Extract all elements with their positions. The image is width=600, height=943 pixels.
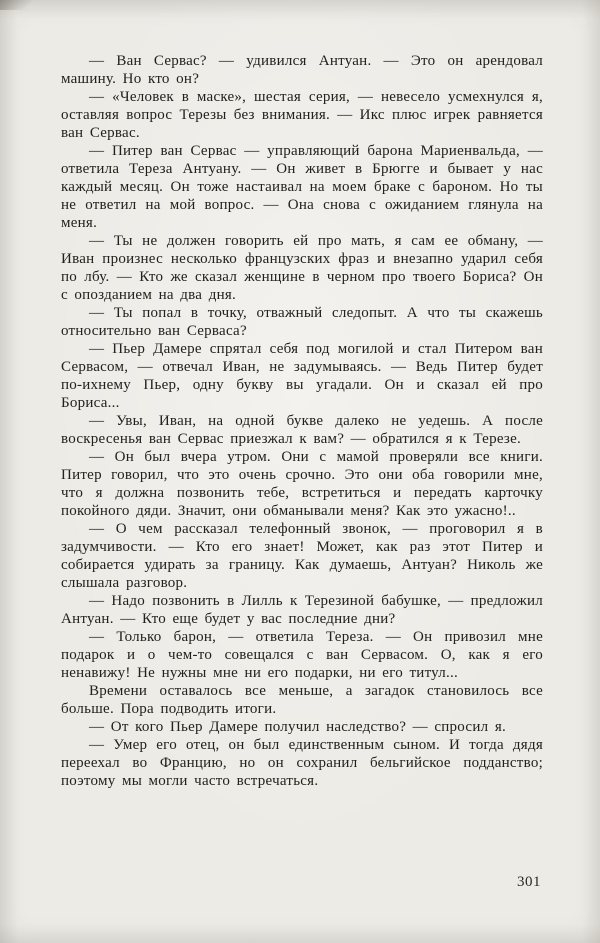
scan-corner-shadow — [0, 0, 40, 10]
paragraph: — Ты не должен говорить ей про мать, я сам ее обману, — Иван произнес несколько французских фраз и внезапно ударил себя по лбу. — Кто же сказал женщине в черном про твоего Бориса? Он с опозданием на два дня. — [61, 233, 543, 303]
paragraph: — Умер его отец, он был единственным сыном. И тогда дядя переехал во Францию, но он сохранил бельгийское подданство; поэтому мы могли часто встречаться. — [61, 737, 543, 789]
paragraph: — Он был вчера утром. Они с мамой проверяли все книги. Питер говорил, что это очень срочно. Это они оба говорили мне, что я должна позвонить тебе, встретиться и передать карточку покойного дяди. Значит, они обманывали меня? Как это ужасно!.. — [61, 449, 543, 519]
paragraph: — От кого Пьер Дамере получил наследство? — спросил я. — [89, 719, 506, 735]
page-number: 301 — [517, 874, 541, 890]
paragraph: — Пьер Дамере спрятал себя под могилой и стал Питером ван Сервасом, — отвечал Иван, не задумываясь. — Ведь Питер будет по-ихнему Пьер, одну букву вы угадали. Он и сказал ей про Бориса... — [61, 341, 543, 411]
paragraph: — Ты попал в точку, отважный следопыт. А что ты скажешь относительно ван Серваса? — [61, 305, 543, 339]
paragraph: — Надо позвонить в Лилль к Терезиной бабушке, — предложил Антуан. — Кто еще будет у вас последние дни? — [61, 593, 543, 627]
paragraph: — Питер ван Сервас — управляющий барона Мариенвальда, — ответила Тереза Антуану. — Он живет в Брюгге и бывает у нас каждый месяц. Он тоже настаивал на моем браке с бароном. Но ты не ответил на мой вопрос. — Она снова с ожиданием глянула на меня. — [61, 143, 543, 231]
paragraph: — Увы, Иван, на одной букве далеко не уедешь. А после воскресенья ван Сервас приезжал к вам? — обратился я к Терезе. — [61, 413, 543, 447]
paragraph: Времени оставалось все меньше, а загадок становилось все больше. Пора подводить итоги. — [61, 683, 543, 717]
paragraph: — Ван Сервас? — удивился Антуан. — Это он арендовал машину. Но кто он? — [61, 53, 543, 87]
paragraph: — Только барон, — ответила Тереза. — Он привозил мне подарок и о чем-то совещался с ван Сервасом. О, как я его ненавижу! Не нужны мне ни его подарки, ни его титул... — [61, 629, 543, 681]
paragraph: — «Человек в маске», шестая серия, — невесело усмехнулся я, оставляя вопрос Терезы без внимания. — Икс плюс игрек равняется ван Сервас. — [61, 89, 543, 141]
paragraph: — О чем рассказал телефонный звонок, — проговорил я в задумчивости. — Кто его знает! Может, как раз этот Питер и собирается удирать за границу. Как думаешь, Антуан? Николь же слышала разговор. — [61, 521, 543, 591]
text-block — [61, 52, 543, 790]
